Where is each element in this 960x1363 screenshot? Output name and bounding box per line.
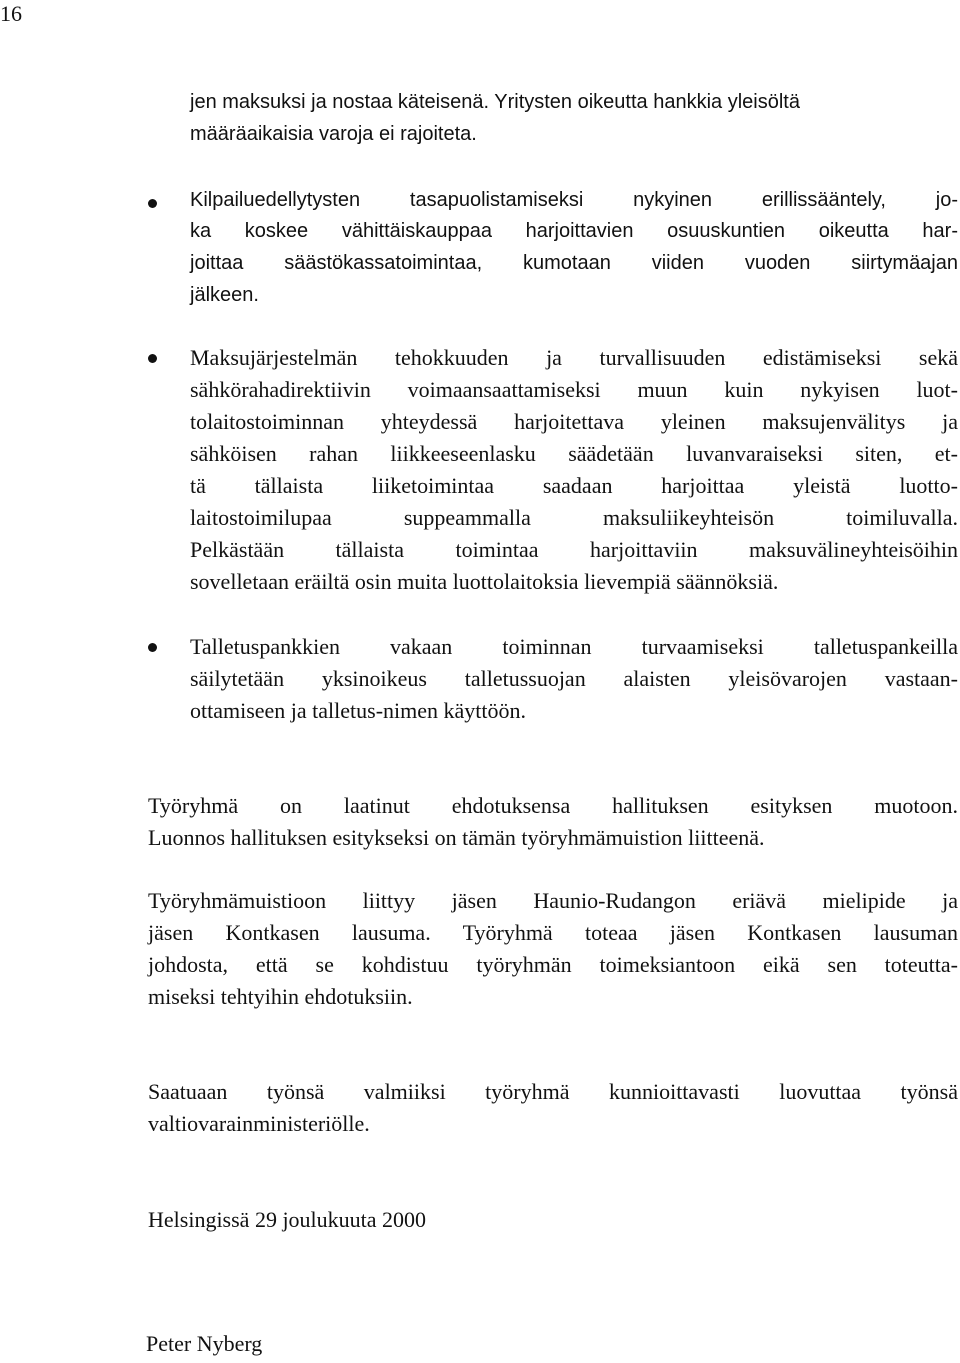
text-line: säilytetään yksinoikeus talletussuojan alaisten yleisövarojen vastaan- (190, 666, 958, 691)
text-line: Pelkästään tällaista toimintaa harjoittaviin maksuvälineyhteisöihin (190, 537, 958, 562)
text-line: tolaitostoiminnan yhteydessä harjoitettava yleinen maksujenvälitys ja (190, 409, 958, 434)
text-line: jälkeen. (190, 284, 259, 306)
text-line: jen maksuksi ja nostaa käteisenä. Yritysten oikeutta hankkia yleisöltä (190, 91, 800, 113)
page-number: 16 (0, 1, 22, 26)
text-line: Työryhmämuistioon liittyy jäsen Haunio-Rudangon eriävä mielipide ja (148, 888, 958, 913)
text-line: valtiovarainministeriölle. (148, 1111, 370, 1136)
bullet-dot-icon (148, 199, 157, 208)
text-line: tä tällaista liiketoimintaa saadaan harjoittaa yleistä luotto- (190, 473, 958, 498)
text-line: Saatuaan työnsä valmiiksi työryhmä kunnioittavasti luovuttaa työnsä (148, 1079, 958, 1104)
place-date: Helsingissä 29 joulukuuta 2000 (148, 1207, 427, 1232)
text-line: ottamiseen ja talletus-nimen käyttöön. (190, 698, 527, 723)
bullet-dot-icon (148, 643, 157, 652)
bullet-dot-icon (148, 354, 157, 363)
text-line: laitostoimilupaa suppeammalla maksuliikeyhteisön toimiluvalla. (190, 505, 958, 530)
text-line: määräaikaisia varoja ei rajoiteta. (190, 123, 477, 145)
text-line: sähköisen rahan liikkeeseenlasku säädetään luvanvaraiseksi siten, et- (190, 441, 958, 466)
text-line: sovelletaan eräiltä osin muita luottolaitoksia lievempiä säännöksiä. (190, 569, 779, 594)
text-line: Luonnos hallituksen esitykseksi on tämän työryhmämuistion liitteenä. (148, 825, 765, 850)
text-line: sähkörahadirektiivin voimaansaattamiseksi muun kuin nykyisen luot- (190, 377, 958, 402)
text-line: miseksi tehtyihin ehdotuksiin. (148, 984, 413, 1009)
signatory-name: Peter Nyberg (146, 1331, 263, 1356)
text-line: Maksujärjestelmän tehokkuuden ja turvallisuuden edistämiseksi sekä (190, 345, 958, 370)
text-line: ka koskee vähittäiskauppaa harjoittavien osuuskuntien oikeutta har- (190, 220, 958, 242)
text-line: Talletuspankkien vakaan toiminnan turvaamiseksi talletuspankeilla (190, 634, 958, 659)
text-line: joittaa säästökassatoimintaa, kumotaan viiden vuoden siirtymäajan (190, 252, 958, 274)
text-line: jäsen Kontkasen lausuma. Työryhmä toteaa jäsen Kontkasen lausuman (148, 920, 958, 945)
text-line: johdosta, että se kohdistuu työryhmän toimeksiantoon eikä sen toteutta- (148, 952, 958, 977)
text-line: Työryhmä on laatinut ehdotuksensa hallituksen esityksen muotoon. (148, 793, 958, 818)
text-line: Kilpailuedellytysten tasapuolistamiseksi nykyinen erillissääntely, jo- (190, 189, 958, 211)
